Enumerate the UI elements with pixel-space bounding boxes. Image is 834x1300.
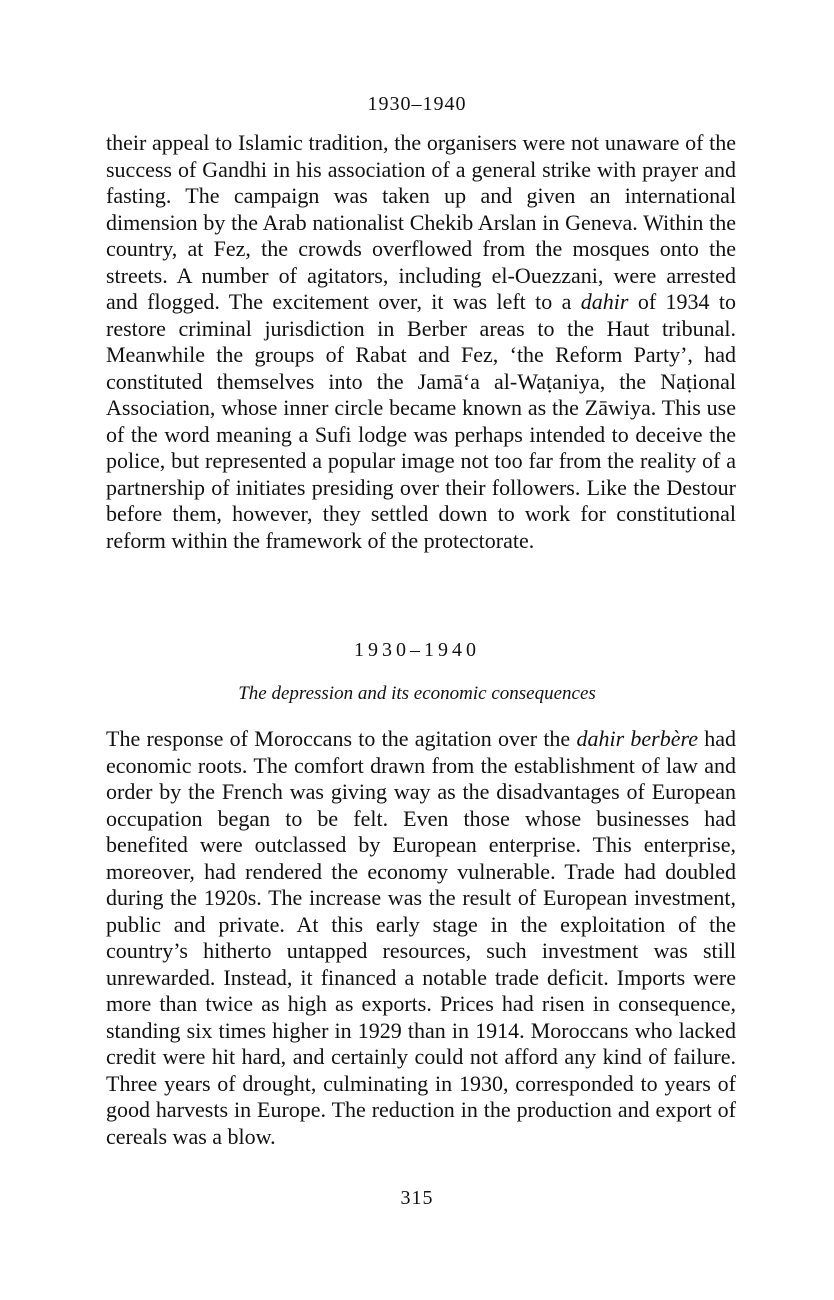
section-subtitle: The depression and its economic consequences (238, 683, 596, 704)
body-paragraph (106, 726, 736, 1150)
paragraph-text: their appeal to Islamic tradition, the organisers were not unaware of the success of Gandhi in his association of a general strike with prayer and fasting. The campaign was taken up and given an international dimension by the Arab nationalist Chekib Arslan in Geneva. Within the country, at Fez, the crowds overflowed from the mosques onto the streets. A number of agitators, including el-Ouezzani, were arrested and flogged. The excitement over, it was left to a (106, 130, 736, 314)
running-head: 1930–1940 (367, 93, 467, 115)
paragraph-text: of 1934 to restore criminal jurisdiction in Berber areas to the Haut tribunal. Meanwhile the groups of Rabat and Fez, ‘the Reform Party’, had constituted themselves into the Jamā‘a al-Waṭaniya, the Naṭional Association, whose inner circle became known as the Zāwiya. This use of the word meaning a Sufi lodge was perhaps intended to deceive the police, but represented a popular image not too far from the reality of a partnership of initiates presiding over their followers. Like the Destour before them, however, they settled down to work for constitutional reform within the framework of the protectorate. (106, 289, 736, 553)
italic-term: dahir (580, 289, 629, 314)
body-paragraph (106, 130, 736, 554)
paragraph-text: had economic roots. The comfort drawn from the establishment of law and order by the French was giving way as the disadvantages of European occupation began to be felt. Even those whose businesses had benefited were outclassed by European enterprise. This enterprise, moreover, had rendered the economy vulnerable. Trade had doubled during the 1920s. The increase was the result of European investment, public and private. At this early stage in the exploitation of the country’s hitherto untapped resources, such investment was still unrewarded. Instead, it financed a notable trade deficit. Imports were more than twice as high as exports. Prices had risen in consequence, standing six times higher in 1929 than in 1914. Moroccans who lacked credit were hit hard, and certainly could not afford any kind of failure. Three years of drought, culminating in 1930, corresponded to years of good harvests in Europe. The reduction in the production and export of cereals was a blow. (106, 726, 737, 1149)
page-number: 315 (400, 1187, 434, 1209)
section-heading: 1930–1940 (354, 639, 480, 661)
paragraph-text: The response of Moroccans to the agitation over the (106, 726, 577, 751)
italic-term: dahir berbère (576, 726, 698, 751)
